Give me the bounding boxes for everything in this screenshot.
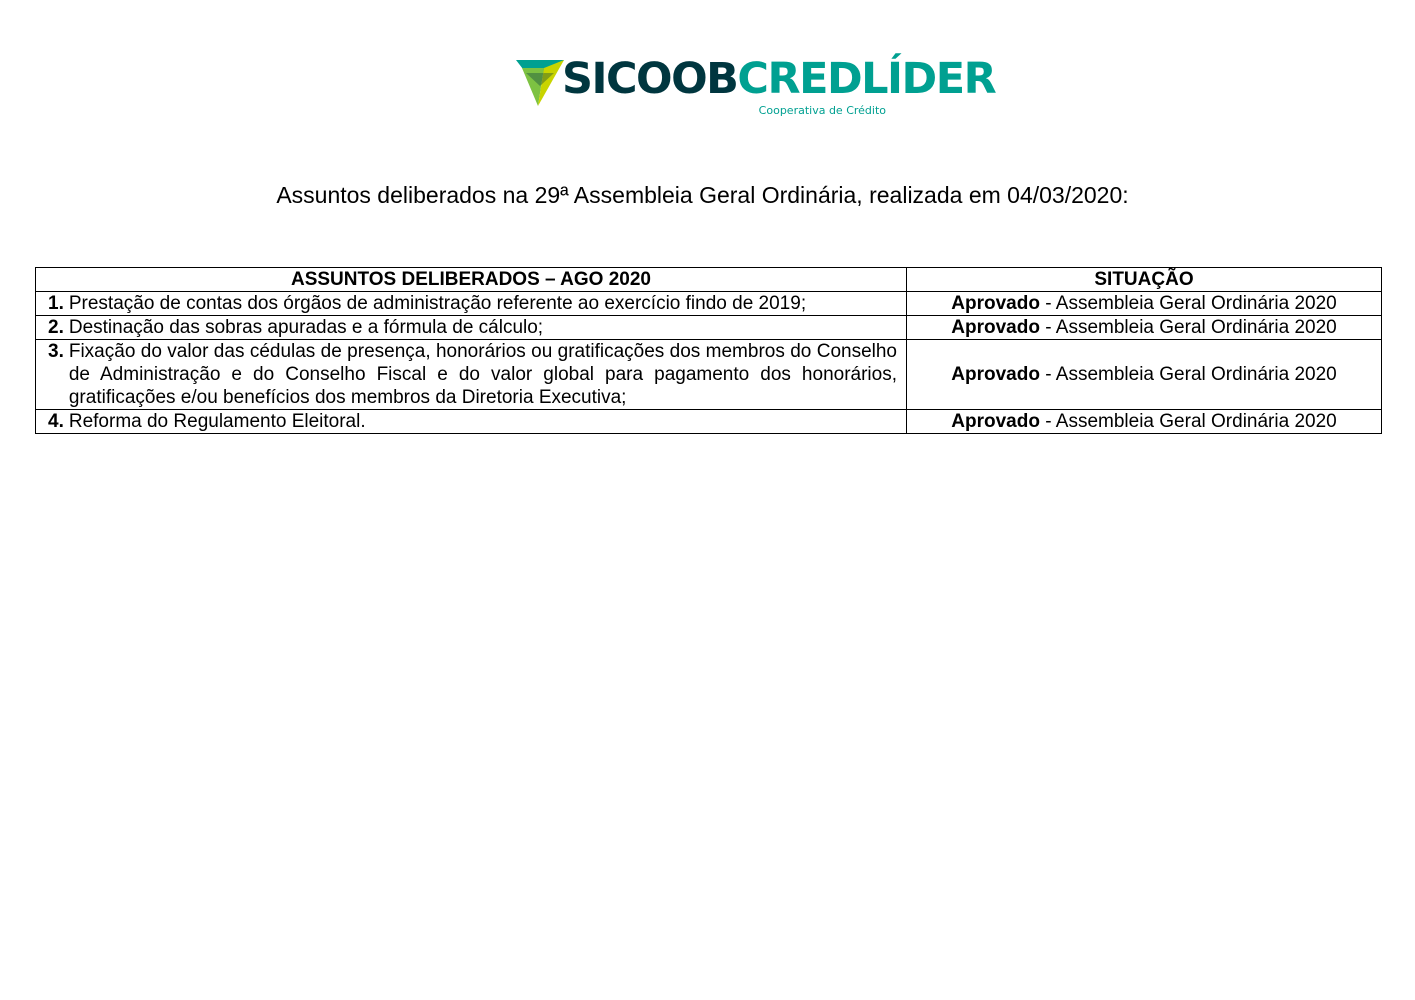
logo-wordmark-credlider: CREDLÍDER bbox=[737, 54, 996, 104]
status-detail: - Assembleia Geral Ordinária 2020 bbox=[1039, 411, 1337, 432]
subject-cell bbox=[36, 316, 907, 340]
item-subject: Destinação das sobras apuradas e a fórmula de cálculo; bbox=[68, 317, 544, 338]
subject-cell bbox=[36, 292, 907, 316]
item-number: 2. bbox=[48, 317, 64, 338]
table-row bbox=[36, 410, 1382, 434]
subject-cell bbox=[36, 340, 907, 410]
table-row bbox=[36, 340, 1382, 410]
status-cell bbox=[907, 410, 1382, 434]
item-subject: Fixação do valor das cédulas de presença, honorários ou gratificações dos membros do Conselho de Administração e do Conselho Fiscal e do valor global para pagamento dos honorários, gratificações e/ou benefícios dos membros da Diretoria Executiva; bbox=[68, 341, 897, 408]
status-approved: Aprovado bbox=[951, 317, 1040, 338]
table-row bbox=[36, 292, 1382, 316]
header-status: SITUAÇÃO bbox=[907, 268, 1382, 292]
page-title: Assuntos deliberados na 29ª Assembleia Geral Ordinária, realizada em 04/03/2020: bbox=[276, 182, 1129, 208]
table-row bbox=[36, 316, 1382, 340]
status-approved: Aprovado bbox=[951, 364, 1040, 385]
logo-subtitle: Cooperativa de Crédito bbox=[758, 104, 886, 117]
status-cell bbox=[907, 340, 1382, 410]
status-detail: - Assembleia Geral Ordinária 2020 bbox=[1039, 364, 1337, 385]
table-body bbox=[36, 292, 1382, 434]
logo-wordmark bbox=[562, 54, 995, 104]
subject-cell bbox=[36, 410, 907, 434]
item-number: 3. bbox=[48, 341, 64, 362]
status-approved: Aprovado bbox=[951, 411, 1040, 432]
header-subject: ASSUNTOS DELIBERADOS – AGO 2020 bbox=[36, 268, 907, 292]
deliberations-table bbox=[35, 267, 1382, 434]
sicoob-chevron-icon bbox=[516, 60, 564, 106]
status-approved: Aprovado bbox=[951, 293, 1040, 314]
table-header-row bbox=[36, 268, 1382, 292]
item-number: 1. bbox=[48, 293, 64, 314]
item-subject: Reforma do Regulamento Eleitoral. bbox=[68, 411, 366, 432]
item-subject: Prestação de contas dos órgãos de administração referente ao exercício findo de 2019; bbox=[68, 293, 807, 314]
item-number: 4. bbox=[48, 411, 64, 432]
status-detail: - Assembleia Geral Ordinária 2020 bbox=[1039, 317, 1337, 338]
sicoob-credlider-logo bbox=[516, 54, 996, 120]
status-cell bbox=[907, 292, 1382, 316]
logo-wordmark-sicoob: SICOOB bbox=[562, 54, 738, 104]
status-detail: - Assembleia Geral Ordinária 2020 bbox=[1039, 293, 1337, 314]
status-cell bbox=[907, 316, 1382, 340]
